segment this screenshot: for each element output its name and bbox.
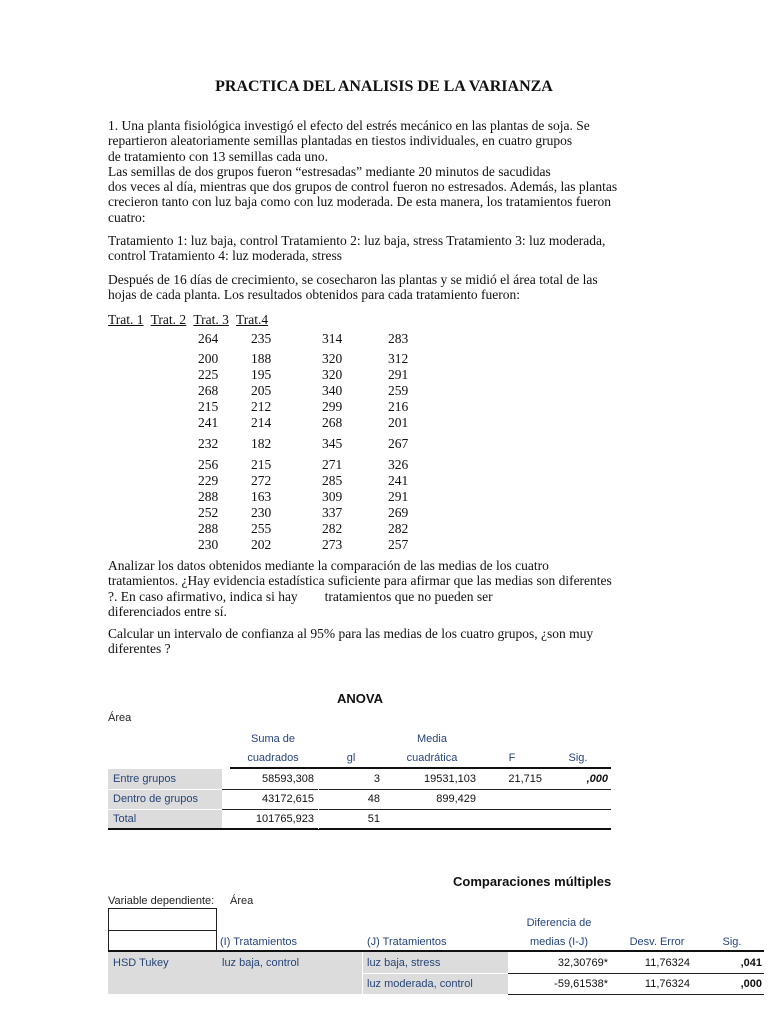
anova-header-f: F [508, 752, 516, 764]
data-cell: 326 [388, 457, 409, 472]
multiple-cell-sig: ,041 [740, 957, 762, 969]
data-cell: 252 [198, 505, 219, 520]
intro-line: repartieron aleatoriamente semillas plantadas en tiestos individuales, en cuatro grupos [108, 133, 573, 149]
multiple-box-rule [108, 908, 216, 909]
data-cell: 288 [198, 521, 219, 536]
multiple-row-j: luz moderada, control [367, 978, 473, 990]
data-header-trat-2: Trat. 2 [150, 312, 187, 327]
anova-header-media-1: Media [417, 733, 447, 745]
multiple-row-divider [362, 973, 508, 974]
data-cell: 259 [388, 383, 409, 398]
multiple-header-diff-2: medias (I-J) [529, 936, 589, 948]
anova-cell-gl: 51 [367, 813, 380, 825]
analysis-line: Analizar los datos obtenidos mediante la comparación de las medias de los cuatro [108, 558, 549, 573]
multiple-cell-diff: 32,30769* [557, 957, 608, 969]
data-cell: 225 [198, 367, 219, 382]
anova-row-divider [108, 789, 222, 790]
multiple-header-err: Desv. Error [629, 936, 685, 948]
multiple-header-j: (J) Tratamientos [367, 936, 447, 948]
anova-bottom-rule [108, 828, 611, 830]
anova-row-divider [222, 789, 611, 790]
analysis-line: tratamientos. ¿Hay evidencia estadística suficiente para afirmar que las medias son diferentes [108, 573, 612, 589]
anova-cell-gl: 3 [373, 773, 380, 785]
anova-cell-f: 21,715 [508, 773, 542, 785]
anova-cell-gl: 48 [367, 793, 380, 805]
anova-variable: Área [108, 712, 132, 724]
data-cell: 188 [251, 351, 272, 366]
intro-line: dos veces al día, mientras que dos grupos de control fueron no estresados. Además, las plantas [108, 179, 618, 195]
data-cell: 230 [251, 505, 272, 520]
multiple-cell-err: 11,76324 [644, 978, 690, 990]
data-cell: 212 [251, 399, 272, 414]
document-title: PRACTICA DEL ANALISIS DE LA VARIANZA [215, 78, 553, 95]
data-cell: 163 [251, 489, 272, 504]
data-cell: 182 [251, 436, 272, 451]
data-cell: 241 [198, 415, 219, 430]
multiple-variable-label: Variable dependiente: [108, 895, 215, 907]
data-cell: 320 [322, 367, 343, 382]
data-cell: 337 [322, 505, 343, 520]
data-cell: 312 [388, 351, 409, 366]
data-cell: 267 [388, 436, 409, 451]
data-cell: 229 [198, 473, 219, 488]
multiple-row-j: luz baja, stress [367, 957, 441, 969]
data-cell: 214 [251, 415, 272, 430]
data-cell: 264 [198, 331, 219, 346]
multiple-cell-diff: -59,61538* [554, 978, 608, 990]
data-cell: 215 [251, 457, 272, 472]
anova-header-media-2: cuadrática [406, 752, 458, 764]
multiple-row-divider [508, 994, 764, 995]
anova-header-rule [230, 767, 611, 769]
multiple-header-diff-1: Diferencia de [526, 917, 592, 929]
interval-line: diferentes ? [108, 641, 171, 657]
results-paragraph [108, 272, 650, 303]
analysis-line: diferenciados entre sí. [108, 603, 227, 619]
data-cell: 291 [388, 489, 409, 504]
data-cell: 215 [198, 399, 219, 414]
data-cell: 268 [322, 415, 343, 430]
intro-line: crecieron tanto con luz baja como con luz moderada. De esta manera, los tratamientos fueron [108, 194, 612, 210]
data-header-trat-4: Trat.4 [235, 312, 269, 327]
data-header-trat-1: Trat. 1 [108, 312, 144, 327]
data-table-header [108, 312, 272, 328]
data-cell: 285 [322, 473, 343, 488]
multiple-box-rule [108, 930, 216, 931]
anova-row-divider [222, 809, 611, 810]
data-cell: 241 [388, 473, 409, 488]
anova-cell-suma: 101765,923 [255, 813, 314, 825]
intro-paragraph [108, 118, 650, 225]
data-cell: 340 [322, 383, 343, 398]
multiple-header-sig: Sig. [722, 936, 742, 948]
anova-column-gap [318, 769, 319, 829]
data-cell: 291 [388, 367, 409, 382]
anova-row-divider [108, 809, 222, 810]
data-cell: 269 [388, 505, 409, 520]
treatments-line: Tratamiento 1: luz baja, control Tratamiento 2: luz baja, stress Tratamiento 3: luz moderada, [108, 233, 606, 248]
data-cell: 320 [322, 351, 343, 366]
intro-line: de tratamiento con 13 semillas cada uno. [108, 148, 329, 164]
data-cell: 272 [251, 473, 272, 488]
data-cell: 273 [322, 537, 343, 552]
data-cell: 257 [388, 537, 409, 552]
results-line: hojas de cada planta. Los resultados obtenidos para cada tratamiento fueron: [108, 287, 520, 303]
anova-cell-sig: ,000 [586, 773, 608, 785]
anova-row-label: Dentro de grupos [113, 793, 198, 805]
anova-cell-media: 899,429 [436, 793, 476, 805]
treatments-line: control Tratamiento 4: luz moderada, stress [108, 248, 342, 264]
data-cell: 201 [388, 415, 409, 430]
multiple-cell-err: 11,76324 [644, 957, 690, 969]
anova-header-suma-1: Suma de [250, 733, 296, 745]
anova-header-suma-2: cuadrados [247, 752, 299, 764]
data-header-trat-3: Trat. 3 [193, 312, 229, 327]
multiple-variable: Área [230, 895, 254, 907]
multiple-title: Comparaciones múltiples [453, 874, 612, 889]
data-cell: 202 [251, 537, 272, 552]
data-cell: 195 [251, 367, 272, 382]
multiple-method: HSD Tukey [113, 957, 169, 969]
data-cell: 255 [251, 521, 272, 536]
data-cell: 282 [322, 521, 343, 536]
data-cell: 268 [198, 383, 219, 398]
data-cell: 314 [322, 331, 343, 346]
anova-cell-suma: 58593,308 [262, 773, 314, 785]
results-line: Después de 16 días de crecimiento, se cosecharon las plantas y se midió el área total de las [108, 272, 598, 287]
intro-line: Las semillas de dos grupos fueron “estresadas” mediante 20 minutos de sacudidas [108, 163, 551, 179]
analysis-line: ?. En caso afirmativo, indica si hay tratamientos que no pueden ser [108, 588, 493, 604]
multiple-box-rule [216, 908, 217, 950]
anova-header-gl: gl [346, 752, 356, 764]
analysis-paragraph [108, 558, 650, 619]
anova-cell-media: 19531,103 [424, 773, 476, 785]
multiple-cell-sig: ,000 [740, 978, 762, 990]
multiple-box-rule [108, 908, 109, 950]
data-cell: 283 [388, 331, 409, 346]
treatments-paragraph [108, 233, 650, 264]
data-cell: 299 [322, 399, 343, 414]
data-cell: 271 [322, 457, 343, 472]
data-cell: 288 [198, 489, 219, 504]
multiple-group-i: luz baja, control [222, 957, 300, 969]
multiple-row-divider [508, 973, 764, 974]
data-cell: 230 [198, 537, 219, 552]
anova-row-label: Entre grupos [113, 773, 176, 785]
intro-line: 1. Una planta fisiológica investigó el efecto del estrés mecánico en las plantas de soja. Se [108, 118, 590, 133]
data-cell: 200 [198, 351, 219, 366]
data-cell: 205 [251, 383, 272, 398]
anova-header-sig: Sig. [568, 752, 588, 764]
data-cell: 216 [388, 399, 409, 414]
multiple-header-i: (I) Tratamientos [220, 936, 298, 948]
data-cell: 345 [322, 436, 343, 451]
anova-row-label: Total [113, 813, 137, 825]
data-cell: 232 [198, 436, 219, 451]
interval-paragraph [108, 626, 650, 657]
data-cell: 309 [322, 489, 343, 504]
data-cell: 282 [388, 521, 409, 536]
anova-cell-suma: 43172,615 [262, 793, 314, 805]
anova-title: ANOVA [337, 691, 383, 706]
data-cell: 256 [198, 457, 219, 472]
data-cell: 235 [251, 331, 272, 346]
interval-line: Calcular un intervalo de confianza al 95% para las medias de los cuatro grupos, ¿son muy [108, 626, 594, 641]
intro-line: cuatro: [108, 209, 146, 225]
